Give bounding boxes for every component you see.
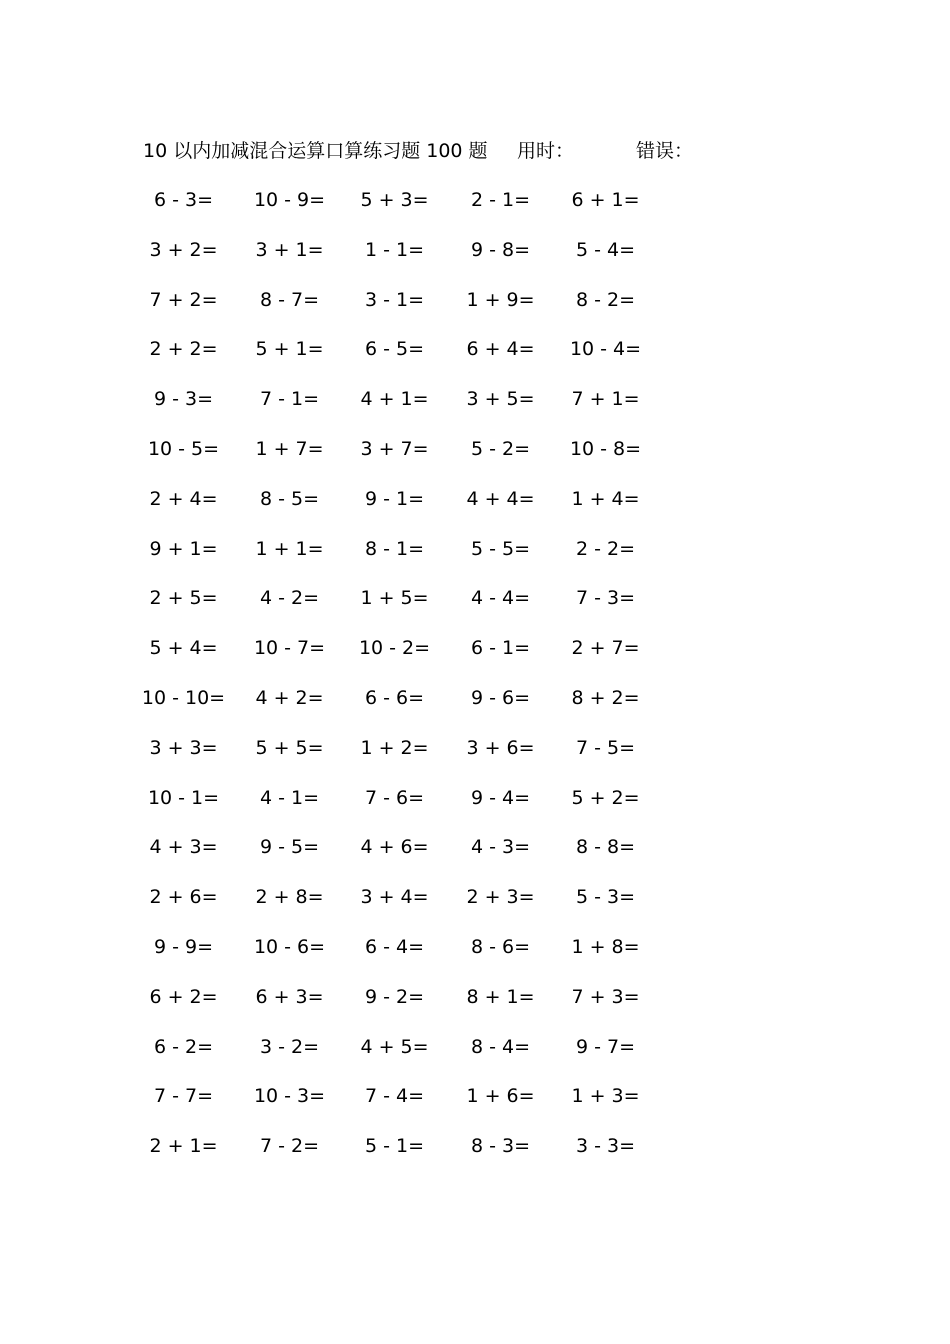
problem-row (143, 1081, 703, 1131)
problem-item: 10 - 9= (253, 189, 326, 211)
problem-item: 9 - 2= (364, 985, 425, 1008)
problem-item: 9 - 5= (259, 836, 320, 859)
problem-item: 5 - 4= (575, 238, 636, 261)
problem-item: 5 + 5= (255, 736, 324, 759)
problem-item: 3 + 5= (466, 388, 535, 411)
problem-item: 7 - 6= (364, 786, 425, 809)
problem-item: 7 - 1= (259, 388, 320, 411)
problem-item: 8 + 1= (466, 985, 535, 1008)
problem-item: 5 - 3= (575, 886, 636, 909)
problem-item: 8 - 4= (470, 1035, 531, 1058)
problem-item: 5 - 5= (470, 537, 531, 560)
problem-item: 8 - 7= (259, 288, 320, 311)
problem-item: 3 + 2= (149, 238, 218, 261)
problem-item: 1 - 1= (364, 238, 425, 261)
problem-item: 3 - 2= (259, 1035, 320, 1058)
problem-item: 10 - 7= (253, 637, 326, 660)
problem-item: 9 - 6= (470, 686, 531, 709)
problem-item: 5 - 1= (364, 1135, 425, 1158)
problem-item: 5 + 3= (360, 189, 429, 211)
problem-row (143, 683, 703, 733)
problem-item: 10 - 4= (569, 338, 642, 361)
problem-row (143, 982, 703, 1032)
problem-item: 10 - 5= (147, 437, 220, 460)
problem-row (143, 1131, 703, 1181)
problem-item: 7 - 3= (575, 587, 636, 610)
problem-item: 2 + 4= (149, 487, 218, 510)
problem-item: 5 + 1= (255, 338, 324, 361)
problem-row (143, 633, 703, 683)
problem-item: 8 + 2= (571, 686, 640, 709)
problem-item: 6 - 3= (153, 189, 214, 211)
problem-item: 6 + 1= (571, 189, 640, 211)
problem-item: 4 + 5= (360, 1035, 429, 1058)
problem-item: 8 - 6= (470, 935, 531, 958)
problem-item: 9 + 1= (149, 537, 218, 560)
problem-row (143, 185, 703, 235)
problem-item: 6 - 6= (364, 686, 425, 709)
problem-row (143, 882, 703, 932)
problem-grid (143, 185, 703, 1181)
problem-item: 1 + 5= (360, 587, 429, 610)
problem-item: 9 - 8= (470, 238, 531, 261)
problem-item: 3 + 6= (466, 736, 535, 759)
problem-item: 6 - 5= (364, 338, 425, 361)
problem-item: 3 - 1= (364, 288, 425, 311)
time-used-label: 用时： (517, 140, 575, 162)
problem-row (143, 783, 703, 833)
errors-label: 错误： (636, 140, 694, 162)
problem-item: 7 + 1= (571, 388, 640, 411)
problem-item: 8 - 3= (470, 1135, 531, 1158)
problem-item: 6 - 4= (364, 935, 425, 958)
problem-item: 1 + 3= (571, 1085, 640, 1108)
problem-item: 7 + 2= (149, 288, 218, 311)
problem-item: 3 - 3= (575, 1135, 636, 1158)
problem-item: 7 - 2= (259, 1135, 320, 1158)
problem-item: 10 - 3= (253, 1085, 326, 1108)
problem-item: 4 - 2= (259, 587, 320, 610)
problem-row (143, 583, 703, 633)
problem-item: 9 - 7= (575, 1035, 636, 1058)
problem-item: 7 - 7= (153, 1085, 214, 1108)
problem-item: 2 - 1= (470, 189, 531, 211)
problem-item: 4 + 1= (360, 388, 429, 411)
worksheet-title: 10 以内加减混合运算口算练习题 100 题 (143, 140, 488, 162)
problem-item: 4 - 4= (470, 587, 531, 610)
problem-item: 8 - 8= (575, 836, 636, 859)
problem-item: 1 + 8= (571, 935, 640, 958)
problem-item: 5 + 2= (571, 786, 640, 809)
problem-row (143, 484, 703, 534)
problem-item: 1 + 6= (466, 1085, 535, 1108)
problem-item: 8 - 1= (364, 537, 425, 560)
problem-item: 4 + 4= (466, 487, 535, 510)
problem-item: 4 + 6= (360, 836, 429, 859)
problem-item: 10 - 8= (569, 437, 642, 460)
problem-item: 6 + 4= (466, 338, 535, 361)
problem-item: 6 + 2= (149, 985, 218, 1008)
problem-row (143, 932, 703, 982)
problem-item: 8 - 2= (575, 288, 636, 311)
problem-item: 4 + 3= (149, 836, 218, 859)
problem-item: 3 + 1= (255, 238, 324, 261)
problem-row (143, 434, 703, 484)
problem-item: 7 + 3= (571, 985, 640, 1008)
problem-item: 2 + 7= (571, 637, 640, 660)
problem-item: 2 + 5= (149, 587, 218, 610)
problem-item: 10 - 6= (253, 935, 326, 958)
problem-item: 5 - 2= (470, 437, 531, 460)
problem-item: 6 + 3= (255, 985, 324, 1008)
problem-row (143, 384, 703, 434)
problem-row (143, 534, 703, 584)
problem-item: 1 + 2= (360, 736, 429, 759)
problem-item: 1 + 1= (255, 537, 324, 560)
problem-item: 1 + 9= (466, 288, 535, 311)
problem-item: 3 + 3= (149, 736, 218, 759)
problem-item: 9 - 4= (470, 786, 531, 809)
problem-row (143, 235, 703, 285)
problem-item: 4 - 3= (470, 836, 531, 859)
problem-item: 9 - 9= (153, 935, 214, 958)
problem-item: 1 + 7= (255, 437, 324, 460)
problem-row (143, 832, 703, 882)
problem-item: 10 - 10= (141, 686, 226, 709)
problem-item: 2 + 6= (149, 886, 218, 909)
problem-item: 6 - 1= (470, 637, 531, 660)
problem-item: 8 - 5= (259, 487, 320, 510)
problem-item: 4 - 1= (259, 786, 320, 809)
problem-item: 6 - 2= (153, 1035, 214, 1058)
problem-item: 2 + 3= (466, 886, 535, 909)
problem-item: 2 - 2= (575, 537, 636, 560)
problem-item: 10 - 1= (147, 786, 220, 809)
problem-item: 3 + 7= (360, 437, 429, 460)
problem-item: 7 - 5= (575, 736, 636, 759)
problem-item: 9 - 1= (364, 487, 425, 510)
problem-item: 9 - 3= (153, 388, 214, 411)
problem-item: 2 + 1= (149, 1135, 218, 1158)
problem-row (143, 334, 703, 384)
problem-row (143, 733, 703, 783)
problem-item: 10 - 2= (358, 637, 431, 660)
problem-item: 5 + 4= (149, 637, 218, 660)
problem-row (143, 1032, 703, 1082)
problem-item: 2 + 8= (255, 886, 324, 909)
problem-item: 3 + 4= (360, 886, 429, 909)
problem-item: 2 + 2= (149, 338, 218, 361)
problem-item: 4 + 2= (255, 686, 324, 709)
problem-row (143, 285, 703, 335)
problem-item: 1 + 4= (571, 487, 640, 510)
problem-item: 7 - 4= (364, 1085, 425, 1108)
